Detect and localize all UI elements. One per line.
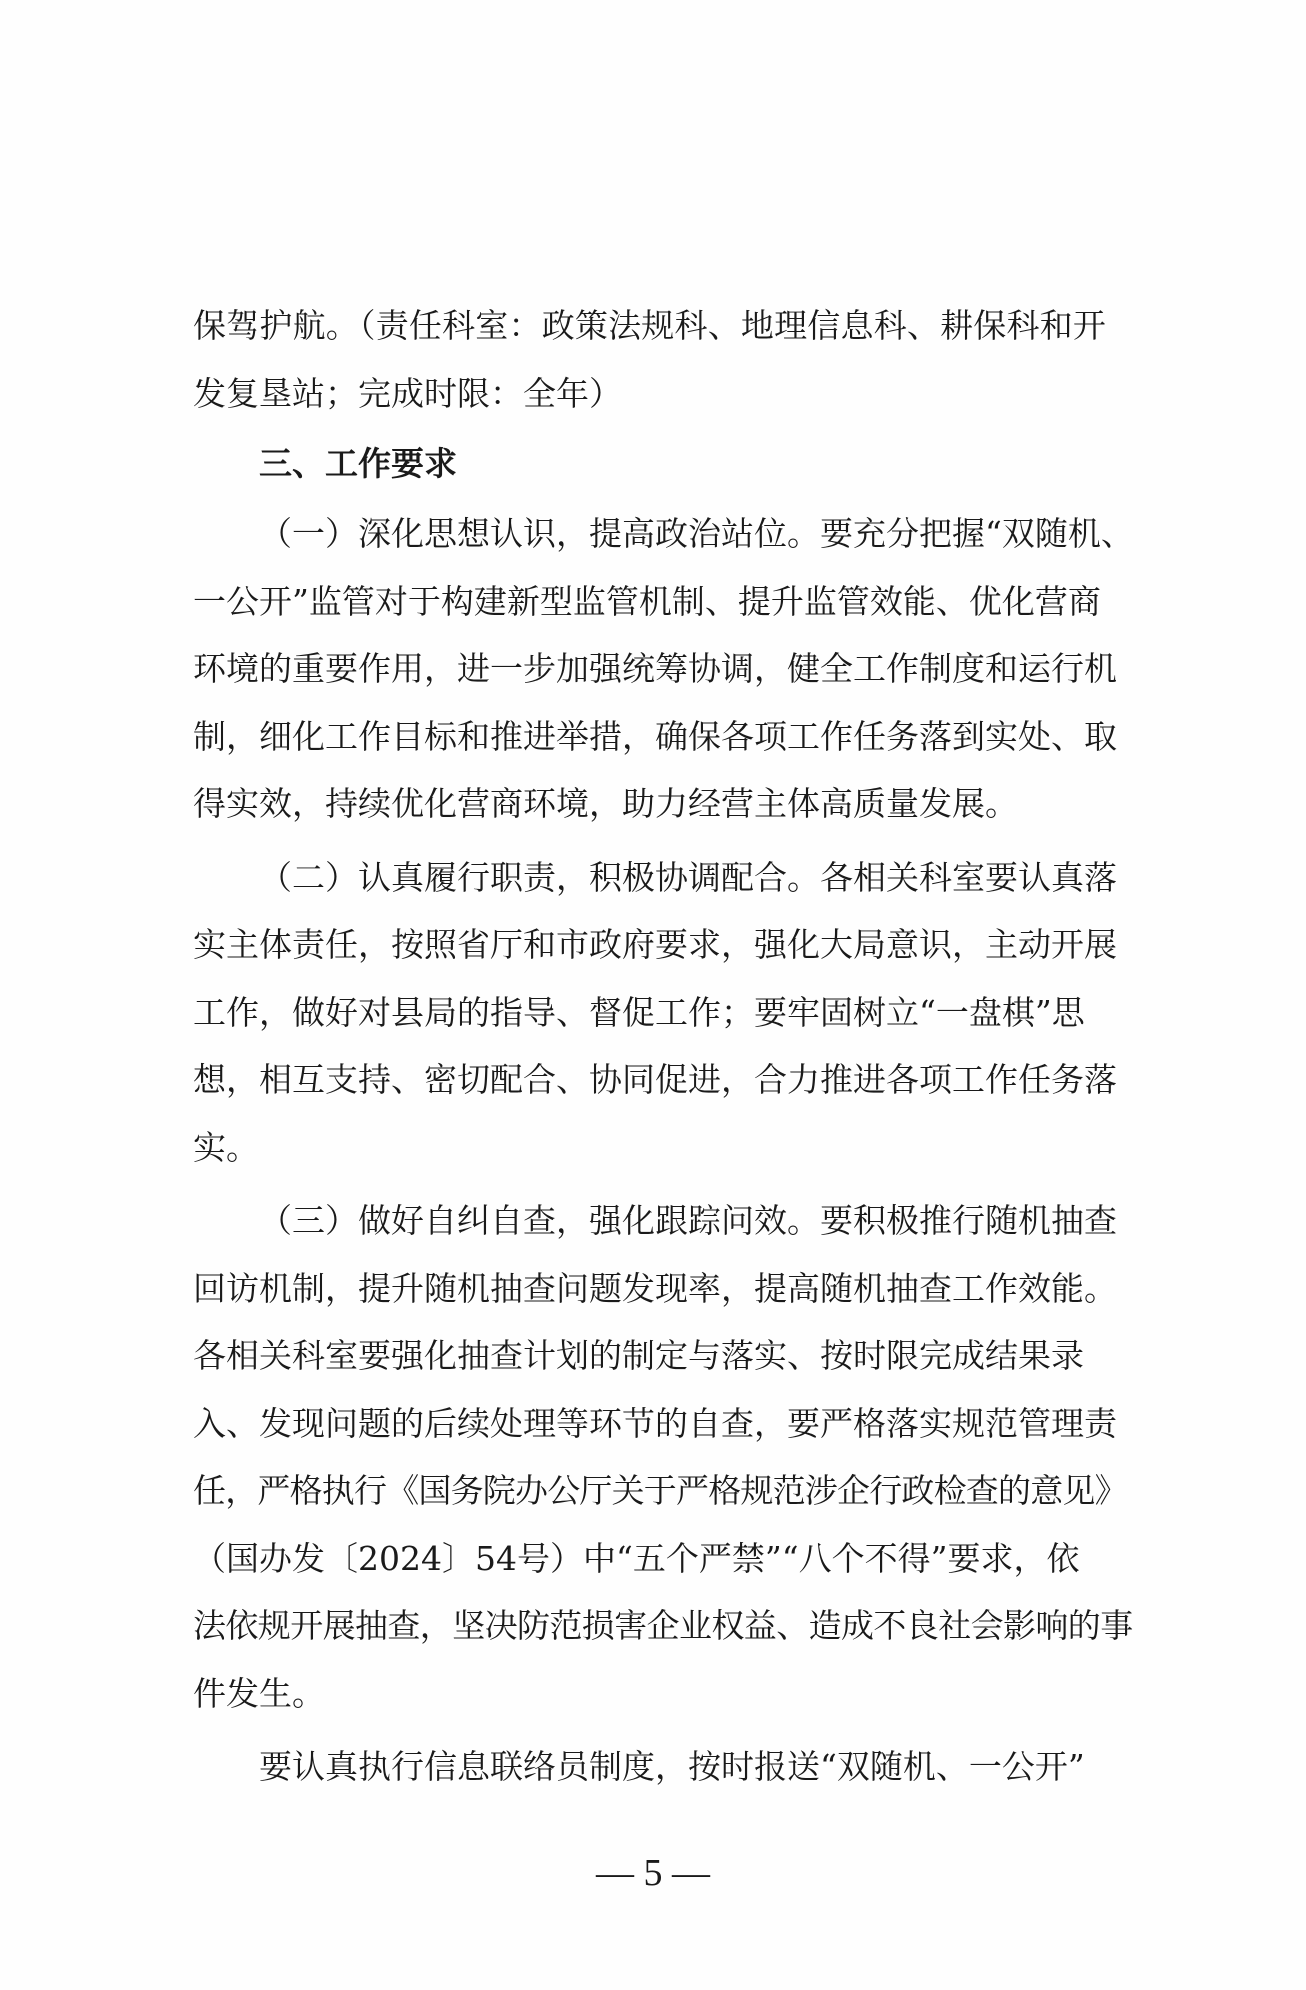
text-line: 想，相互支持、密切配合、协同促进，合力推进各项工作任务落 [193,1060,1117,1099]
text-line: 一公开”监管对于构建新型监管机制、提升监管效能、优化营商 [193,581,1101,621]
paragraph-first-line: （二）认真履行职责，积极协调配合。各相关科室要认真落 [259,857,1117,897]
document-body [193,292,1143,1801]
text-line: 件发生。 [193,1673,325,1713]
text-line: 入、发现问题的后续处理等环节的自查，要严格落实规范管理责 [193,1403,1117,1443]
text-line: 任，严格执行《国务院办公厅关于严格规范涉企行政检查的意见》 [193,1471,1127,1510]
paragraph-first-line: （一）深化思想认识，提高政治站位。要充分把握“双随机、 [259,514,1134,553]
text-line: 各相关科室要强化抽查计划的制定与落实、按时限完成结果录 [193,1336,1084,1375]
section-heading: 三、工作要求 [259,444,457,483]
text-line: 制，细化工作目标和推进举措，确保各项工作任务落到实处、取 [193,716,1117,756]
text-line: 实。 [193,1127,259,1167]
text-line: 发复垦站；完成时限：全年） [193,373,622,413]
page-number: — 5 — [596,1852,710,1894]
text-line: 保驾护航。（责任科室：政策法规科、地理信息科、耕保科和开 [193,306,1107,345]
paragraph-first-line: 要认真执行信息联络员制度，按时报送“双随机、一公开” [259,1747,1085,1786]
text-line: （国办发〔2024〕54号）中“五个严禁”“八个不得”要求，依 [193,1538,1080,1578]
text-line: 回访机制，提升随机抽查问题发现率，提高随机抽查工作效能。 [193,1268,1117,1308]
text-line: 实主体责任，按照省厅和市政府要求，强化大局意识，主动开展 [193,925,1117,964]
text-line: 环境的重要作用，进一步加强统筹协调，健全工作制度和运行机 [193,649,1117,688]
text-line: 工作，做好对县局的指导、督促工作；要牢固树立“一盘棋”思 [193,992,1085,1032]
paragraph-first-line: （三）做好自纠自查，强化跟踪问效。要积极推行随机抽查 [259,1201,1117,1240]
text-line: 法依规开展抽查，坚决防范损害企业权益、造成不良社会影响的事 [193,1606,1133,1645]
text-line: 得实效，持续优化营商环境，助力经营主体高质量发展。 [193,784,1018,823]
